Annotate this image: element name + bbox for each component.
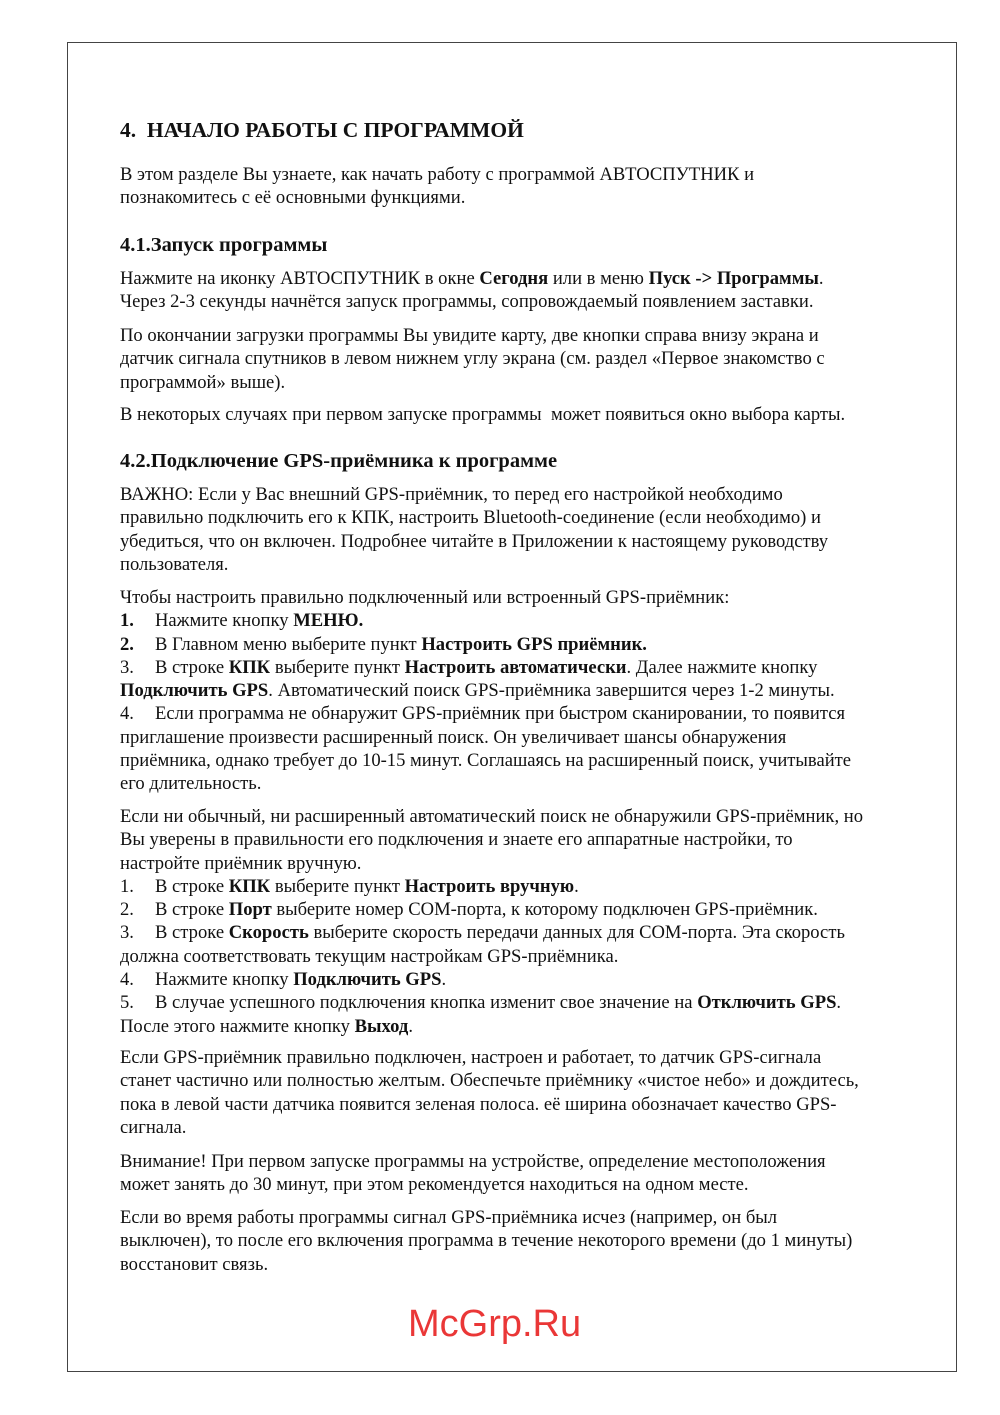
text-run: сигнала. <box>120 1116 187 1138</box>
text-run: В этом разделе Вы узнаете, как начать работу с программой АВТОСПУТНИК и <box>120 164 755 185</box>
text-line <box>120 186 940 209</box>
text-run: Нажмите кнопку <box>155 610 294 632</box>
text-run: может занять до 30 минут, при этом рекомендуется находиться на одном месте. <box>120 1174 749 1196</box>
bold-text: Отключить GPS <box>697 992 837 1014</box>
text-line <box>120 403 940 426</box>
text-run: В строке <box>155 899 229 921</box>
text-line <box>120 232 940 258</box>
text-run: Если ни обычный, ни расширенный автоматический поиск не обнаружили GPS-приёмник, но <box>120 806 863 827</box>
text-line <box>120 921 940 944</box>
bold-text: Подключить GPS <box>293 969 442 991</box>
text-run: его длительность. <box>120 773 262 795</box>
list-number: 2. <box>120 899 134 921</box>
text-line <box>120 1116 940 1139</box>
bold-text: Настроить автоматически <box>404 656 627 678</box>
text-run: . Далее нажмите кнопку <box>626 656 818 678</box>
text-line <box>120 1046 940 1069</box>
text-run: приёмника, однако требует до 10-15 минут. Соглашаясь на расширенный поиск, учитывайте <box>120 750 852 772</box>
text-line <box>120 991 940 1014</box>
text-line <box>120 875 940 898</box>
text-line <box>120 1093 940 1116</box>
text-run: Внимание! При первом запуске программы на устройстве, определение местоположения <box>120 1151 826 1172</box>
bold-text: Выход <box>354 1015 409 1037</box>
bold-text: Настроить GPS приёмник. <box>421 633 647 655</box>
text-line <box>120 347 940 370</box>
text-line <box>120 163 940 186</box>
text-line <box>120 633 940 656</box>
text-line <box>120 506 940 529</box>
text-line <box>120 679 940 702</box>
text-run: настройте приёмник вручную. <box>120 852 362 874</box>
text-line <box>120 1253 940 1276</box>
text-line <box>120 324 940 347</box>
bold-text: Настроить вручную <box>404 875 575 897</box>
text-line <box>120 1206 940 1229</box>
text-line <box>120 609 940 632</box>
bold-text: КПК <box>228 875 271 897</box>
text-run: Чтобы настроить правильно подключенный или встроенный GPS-приёмник: <box>120 587 730 608</box>
text-run: . <box>408 1015 413 1037</box>
text-line <box>120 530 940 553</box>
text-run: выберите номер COM-порта, к которому подключен GPS-приёмник. <box>271 899 818 921</box>
bold-text: Скорость <box>228 922 309 944</box>
text-run: В некоторых случаях при первом запуске программы может появиться окно выбора карты. <box>120 404 846 425</box>
list-number: 4. <box>120 703 134 725</box>
text-line <box>120 586 940 609</box>
text-line <box>120 772 940 795</box>
bold-text: Подключить GPS <box>120 680 269 702</box>
paragraph <box>120 324 940 394</box>
text-run: В случае успешного подключения кнопка изменит свое значение на <box>155 992 698 1014</box>
text-run: В Главном меню выберите пункт <box>155 633 422 655</box>
text-line <box>120 726 940 749</box>
bold-text: Порт <box>228 899 272 921</box>
paragraph <box>120 1206 940 1276</box>
text-line <box>120 1150 940 1173</box>
watermark: McGrp.Ru <box>408 1303 582 1345</box>
text-run: Нажмите кнопку <box>155 969 294 991</box>
text-run: познакомитесь с её основными функциями. <box>120 187 466 209</box>
text-line <box>120 805 940 828</box>
text-line <box>120 290 940 313</box>
paragraph <box>120 805 940 1038</box>
section-heading <box>120 232 940 258</box>
text-line <box>120 483 940 506</box>
text-run: В строке <box>155 875 229 897</box>
list-number: 4. <box>120 969 134 991</box>
text-line <box>120 117 940 143</box>
text-run: Если программа не обнаружит GPS-приёмник при быстром сканировании, то появится <box>155 703 846 725</box>
text-run: В строке <box>155 922 229 944</box>
text-run: убедиться, что он включен. Подробнее читайте в Приложении к настоящему руководству <box>120 530 829 552</box>
text-line <box>120 448 940 474</box>
text-run: Нажмите на иконку АВТОСПУТНИК в окне <box>120 268 480 289</box>
bold-text: Сегодня <box>479 268 549 289</box>
text-run: ВАЖНО: Если у Вас внешний GPS-приёмник, то перед его настройкой необходимо <box>120 484 783 505</box>
paragraph <box>120 483 940 576</box>
text-line <box>120 656 940 679</box>
list-number: 1. <box>120 875 134 897</box>
text-run: станет частично или полностью желтым. Обеспечьте приёмнику «чистое небо» и дождитесь, <box>120 1070 859 1092</box>
list-number: 1. <box>120 610 134 632</box>
text-line <box>120 945 940 968</box>
list-number: 2. <box>120 633 134 655</box>
bold-text: Пуск -> Программы <box>648 268 819 289</box>
text-run: Если GPS-приёмник правильно подключен, настроен и работает, то датчик GPS-сигнала <box>120 1047 822 1068</box>
paragraph <box>120 163 940 210</box>
text-line <box>120 1015 940 1038</box>
bold-text: КПК <box>228 656 271 678</box>
list-number: 5. <box>120 992 134 1014</box>
text-run: 4.2.Подключение GPS-приёмника к программе <box>120 450 558 472</box>
text-run: выберите пункт <box>270 875 405 897</box>
text-line <box>120 1229 940 1252</box>
text-run: должна соответствовать текущим настройкам GPS-приёмника. <box>120 945 619 967</box>
text-run: . Автоматический поиск GPS-приёмника завершится через 1-2 минуты. <box>268 680 835 702</box>
text-run: 4.1.Запуск программы <box>120 234 328 256</box>
text-line <box>120 898 940 921</box>
text-run: 4. НАЧАЛО РАБОТЫ С ПРОГРАММОЙ <box>120 118 524 142</box>
text-run: выберите пункт <box>270 656 405 678</box>
paragraph <box>120 586 940 796</box>
text-line <box>120 749 940 772</box>
text-run: Вы уверены в правильности его подключения и знаете его аппаратные настройки, то <box>120 829 793 851</box>
text-run: . <box>818 268 824 289</box>
section-heading <box>120 117 940 143</box>
text-run: пока в левой части датчика появится зеленая полоса. её ширина обозначает качество GPS- <box>120 1093 837 1115</box>
text-run: правильно подключить его к КПК, настроить Bluetooth-соединение (если необходимо) и <box>120 507 821 529</box>
section-heading <box>120 448 940 474</box>
text-run: Через 2-3 секунды начнётся запуск программы, сопровождаемый появлением заставки. <box>120 291 814 313</box>
text-line <box>120 968 940 991</box>
text-run: приглашение произвести расширенный поиск. Он увеличивает шансы обнаружения <box>120 726 787 748</box>
text-line <box>120 553 940 576</box>
list-number: 3. <box>120 922 134 944</box>
paragraph <box>120 403 940 426</box>
bold-text: МЕНЮ. <box>293 610 364 632</box>
text-run: выключен), то после его включения программа в течение некоторого времени (до 1 минуты) <box>120 1230 853 1252</box>
text-run: По окончании загрузки программы Вы увидите карту, две кнопки справа внизу экрана и <box>120 325 819 346</box>
text-run: . <box>441 969 447 991</box>
text-run: датчик сигнала спутников в левом нижнем углу экрана (см. раздел «Первое знакомство с <box>120 348 825 370</box>
paragraph <box>120 1046 940 1139</box>
text-line <box>120 267 940 290</box>
paragraph <box>120 267 940 314</box>
text-line <box>120 1069 940 1092</box>
text-run: восстановит связь. <box>120 1253 269 1275</box>
paragraph <box>120 1150 940 1197</box>
text-run: пользователя. <box>120 553 229 575</box>
text-line <box>120 828 940 851</box>
text-run: выберите скорость передачи данных для COM-порта. Эта скорость <box>308 922 845 944</box>
text-run: Если во время работы программы сигнал GPS-приёмника исчез (например, он был <box>120 1207 778 1228</box>
text-run: . <box>574 875 579 897</box>
text-run: или в меню <box>548 268 649 289</box>
list-number: 3. <box>120 656 134 678</box>
text-line <box>120 1173 940 1196</box>
text-run: программой» выше). <box>120 371 286 393</box>
text-line <box>120 702 940 725</box>
text-run: В строке <box>155 656 229 678</box>
text-run: После этого нажмите кнопку <box>120 1015 355 1037</box>
text-line <box>120 852 940 875</box>
text-line <box>120 371 940 394</box>
text-run: . <box>836 992 842 1014</box>
